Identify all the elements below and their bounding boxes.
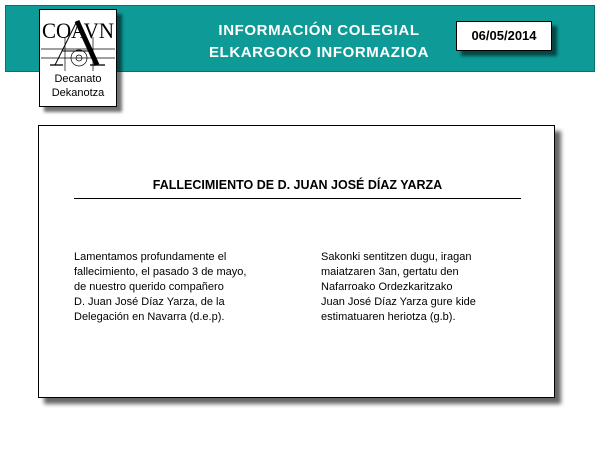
spanish-text-column bbox=[74, 250, 289, 325]
logo-wordmark: COAVN bbox=[42, 18, 115, 43]
department-spanish: Decanato bbox=[54, 73, 102, 85]
department-basque: Dekanotza bbox=[51, 87, 105, 99]
title-line-basque: ELKARGOKO INFORMAZIOA bbox=[208, 44, 430, 61]
spanish-line: de nuestro querido compañero bbox=[74, 281, 224, 293]
logo-box bbox=[39, 9, 117, 107]
spanish-line: Lamentamos profundamente el bbox=[74, 251, 227, 263]
basque-line: Sakonki sentitzen dugu, iragan bbox=[321, 251, 472, 263]
basque-line: maiatzaren 3an, gertatu den bbox=[321, 266, 459, 278]
bulletin-title bbox=[191, 20, 447, 64]
notice-title: FALLECIMIENTO DE D. JUAN JOSÉ DÍAZ YARZA bbox=[152, 178, 443, 192]
basque-text-column bbox=[321, 250, 536, 325]
basque-line: Nafarroako Ordezkaritzako bbox=[321, 281, 453, 293]
title-line-spanish: INFORMACIÓN COLEGIAL bbox=[218, 22, 420, 39]
coavn-logo bbox=[41, 13, 115, 71]
spanish-line: D. Juan José Díaz Yarza, de la bbox=[74, 296, 225, 308]
basque-line: estimatuaren heriotza (g.b). bbox=[321, 311, 456, 323]
date-badge: 06/05/2014 bbox=[456, 21, 552, 51]
spanish-line: Delegación en Navarra (d.e.p). bbox=[74, 311, 225, 323]
title-divider bbox=[74, 198, 521, 199]
spanish-line: fallecimiento, el pasado 3 de mayo, bbox=[74, 266, 247, 278]
obituary-notice bbox=[38, 125, 555, 398]
basque-line: Juan José Díaz Yarza gure kide bbox=[321, 296, 476, 308]
department-label bbox=[40, 72, 116, 100]
